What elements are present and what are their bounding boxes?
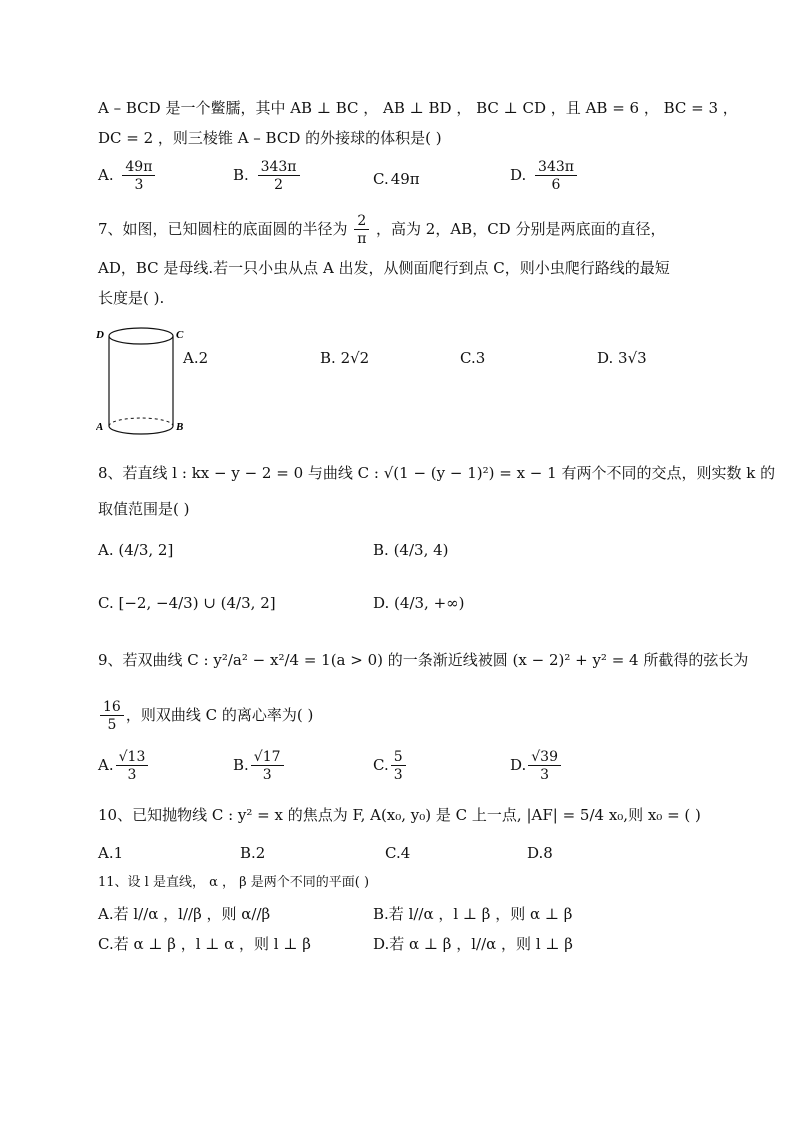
q7-line3: 长度是( ). <box>98 289 165 307</box>
label-b: B <box>176 421 184 433</box>
q10-option-d: D.8 <box>527 844 553 862</box>
label-d: D <box>96 329 104 341</box>
q7-line2: AD，BC 是母线.若一只小虫从点 A 出发，从侧面爬行到点 C，则小虫爬行路线的最短 <box>98 259 670 277</box>
q11-option-b: B.若 l//α ，l ⊥ β ，则 α ⊥ β <box>373 905 573 923</box>
label-c: C <box>176 329 184 341</box>
q6-line2: DC = 2 ，则三棱锥 A – BCD 的外接球的体积是( ) <box>98 129 442 147</box>
q7-option-b: B. 2√2 <box>320 349 370 367</box>
q9-option-c: C. $\frac{5}{3}$ <box>373 750 408 782</box>
q9-line2: $\frac{16}{5}$ ，则双曲线 C 的离心率为( ) <box>98 700 313 732</box>
q9-option-a: A. $\frac{√13}{3}$ <box>98 750 150 782</box>
q7-option-c: C.3 <box>460 349 486 367</box>
q10-line1: 10、已知抛物线 C : y² = x 的焦点为 F, A(x₀, y₀) 是 C 上一点, |AF| = 5/4 x₀,则 x₀ = ( ) <box>98 806 701 824</box>
q6-option-c: C. 49π <box>373 170 420 188</box>
q9-option-b: B. $\frac{√17}{3}$ <box>233 750 286 782</box>
label-a: A <box>96 421 104 433</box>
q7-option-d: D. 3√3 <box>597 349 647 367</box>
q6-line1: A – BCD 是一个鳖臑，其中 AB ⊥ BC ， AB ⊥ BD ， BC ⊥ CD ，且 AB = 6 ， BC = 3 ， <box>98 99 738 117</box>
q6-option-a: A. $\frac{49\pi}{3}$ <box>98 160 157 192</box>
q10-option-b: B.2 <box>240 844 266 862</box>
q11-option-d: D.若 α ⊥ β ，l//α ，则 l ⊥ β <box>373 935 573 953</box>
q8-option-d: D. (4/3, +∞) <box>373 594 465 612</box>
q7-line1: 7、如图，已知圆柱的底面圆的半径为 $\frac{2}{\pi}$ ，高为 2，AB，CD 分别是两底面的直径， <box>98 213 666 247</box>
cylinder-figure <box>96 322 186 442</box>
q6-option-d: D. $\frac{343\pi}{6}$ <box>510 160 579 192</box>
q9-option-d: D. $\frac{√39}{3}$ <box>510 750 563 782</box>
q7-option-a: A.2 <box>183 349 209 367</box>
q11-line1: 11、设 l 是直线， α ， β 是两个不同的平面( ) <box>98 875 370 890</box>
q10-option-c: C.4 <box>385 844 411 862</box>
q8-line2: 取值范围是( ) <box>98 500 190 518</box>
q10-option-a: A.1 <box>98 844 124 862</box>
q8-option-c: C. [−2, −4/3) ∪ (4/3, 2] <box>98 594 276 612</box>
q8-option-a: A. (4/3, 2] <box>98 541 174 559</box>
q8-line1: 8、若直线 l : kx − y − 2 = 0 与曲线 C : √(1 − (y − 1)²) = x − 1 有两个不同的交点，则实数 k 的 <box>98 464 776 482</box>
q8-option-b: B. (4/3, 4) <box>373 541 449 559</box>
q6-option-b: B. $\frac{343\pi}{2}$ <box>233 160 302 192</box>
q11-option-c: C.若 α ⊥ β ，l ⊥ α ，则 l ⊥ β <box>98 935 311 953</box>
q9-line1: 9、若双曲线 C : y²/a² − x²/4 = 1(a > 0) 的一条渐近线被圆 (x − 2)² + y² = 4 所截得的弦长为 <box>98 651 749 669</box>
q11-option-a: A.若 l//α ，l//β ，则 α//β <box>98 905 271 923</box>
